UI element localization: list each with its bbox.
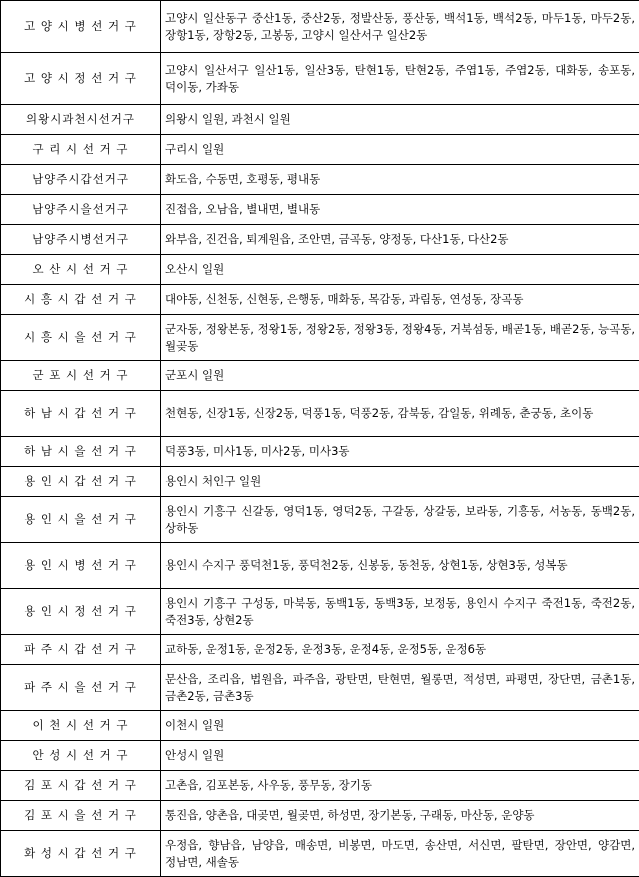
district-name-cell: 구 리 시 선 거 구 [1, 135, 161, 165]
table-row [1, 165, 639, 195]
district-area-cell: 용인시 수지구 풍덕천1동, 풍덕천2동, 신봉동, 동천동, 상현1동, 상현3동, 성복동 [161, 543, 639, 589]
table-row [1, 361, 639, 391]
district-name-cell: 하 남 시 을 선 거 구 [1, 437, 161, 467]
district-area-cell: 고촌읍, 김포본동, 사우동, 풍무동, 장기동 [161, 771, 639, 801]
district-area-cell: 문산읍, 조리읍, 법원읍, 파주읍, 광탄면, 탄현면, 월롱면, 적성면, 파평면, 장단면, 금촌1동, 금촌2동, 금촌3동 [161, 665, 639, 711]
district-area-cell: 군포시 일원 [161, 361, 639, 391]
district-name-cell: 오 산 시 선 거 구 [1, 255, 161, 285]
district-name-cell: 화 성 시 갑 선 거 구 [1, 831, 161, 877]
table-row [1, 105, 639, 135]
table-row [1, 635, 639, 665]
table-row [1, 831, 639, 877]
table-row [1, 315, 639, 361]
table-row [1, 437, 639, 467]
district-name-cell: 용 인 시 갑 선 거 구 [1, 467, 161, 497]
district-name-cell: 김 포 시 을 선 거 구 [1, 801, 161, 831]
table-row [1, 711, 639, 741]
table-row [1, 285, 639, 315]
district-name-cell: 이 천 시 선 거 구 [1, 711, 161, 741]
district-area-cell: 대야동, 신천동, 신현동, 은행동, 매화동, 목감동, 과림동, 연성동, 장곡동 [161, 285, 639, 315]
district-area-cell: 고양시 일산서구 일산1동, 일산3동, 탄현1동, 탄현2동, 주엽1동, 주엽2동, 대화동, 송포동, 덕이동, 가좌동 [161, 53, 639, 105]
district-name-cell: 남양주시을선거구 [1, 195, 161, 225]
district-name-cell: 남양주시갑선거구 [1, 165, 161, 195]
table-row [1, 589, 639, 635]
district-name-cell: 안 성 시 선 거 구 [1, 741, 161, 771]
district-area-cell: 천현동, 신장1동, 신장2동, 덕풍1동, 덕풍2동, 감북동, 감일동, 위례동, 춘궁동, 초이동 [161, 391, 639, 437]
table-row [1, 801, 639, 831]
district-name-cell: 고 양 시 정 선 거 구 [1, 53, 161, 105]
district-area-cell: 교하동, 운정1동, 운정2동, 운정3동, 운정4동, 운정5동, 운정6동 [161, 635, 639, 665]
district-area-cell: 의왕시 일원, 과천시 일원 [161, 105, 639, 135]
district-area-cell: 용인시 처인구 일원 [161, 467, 639, 497]
district-name-cell: 용 인 시 정 선 거 구 [1, 589, 161, 635]
district-area-cell: 오산시 일원 [161, 255, 639, 285]
district-area-cell: 화도읍, 수동면, 호평동, 평내동 [161, 165, 639, 195]
table-row [1, 1, 639, 53]
district-name-cell: 용 인 시 을 선 거 구 [1, 497, 161, 543]
district-area-cell: 우정읍, 향남읍, 남양읍, 매송면, 비봉면, 마도면, 송산면, 서신면, 팔탄면, 장안면, 양감면, 정남면, 새솔동 [161, 831, 639, 877]
district-name-cell: 김 포 시 갑 선 거 구 [1, 771, 161, 801]
table-row [1, 497, 639, 543]
table-row [1, 467, 639, 497]
table-row [1, 135, 639, 165]
district-name-cell: 하 남 시 갑 선 거 구 [1, 391, 161, 437]
district-area-cell: 진접읍, 오남읍, 별내면, 별내동 [161, 195, 639, 225]
district-name-cell: 시 흥 시 을 선 거 구 [1, 315, 161, 361]
district-name-cell: 파 주 시 을 선 거 구 [1, 665, 161, 711]
district-area-cell: 안성시 일원 [161, 741, 639, 771]
table-row [1, 741, 639, 771]
district-name-cell: 파 주 시 갑 선 거 구 [1, 635, 161, 665]
table-row [1, 225, 639, 255]
district-area-cell: 용인시 기흥구 구성동, 마북동, 동백1동, 동백3동, 보정동, 용인시 수지구 죽전1동, 죽전2동, 죽전3동, 상현2동 [161, 589, 639, 635]
district-area-cell: 용인시 기흥구 신갈동, 영덕1동, 영덕2동, 구갈동, 상갈동, 보라동, 기흥동, 서농동, 동백2동, 상하동 [161, 497, 639, 543]
district-area-cell: 와부읍, 진건읍, 퇴계원읍, 조안면, 금곡동, 양정동, 다산1동, 다산2동 [161, 225, 639, 255]
district-area-cell: 고양시 일산동구 중산1동, 중산2동, 정발산동, 풍산동, 백석1동, 백석2동, 마두1동, 마두2동, 장항1동, 장항2동, 고봉동, 고양시 일산서구 일산2동 [161, 1, 639, 53]
district-area-cell: 구리시 일원 [161, 135, 639, 165]
district-area-cell: 통진읍, 양촌읍, 대곶면, 월곶면, 하성면, 장기본동, 구래동, 마산동, 운양동 [161, 801, 639, 831]
district-area-cell: 군자동, 정왕본동, 정왕1동, 정왕2동, 정왕3동, 정왕4동, 거북섬동, 배곧1동, 배곧2동, 능곡동, 월곶동 [161, 315, 639, 361]
district-name-cell: 고 양 시 병 선 거 구 [1, 1, 161, 53]
district-area-cell: 이천시 일원 [161, 711, 639, 741]
district-name-cell: 군 포 시 선 거 구 [1, 361, 161, 391]
table-row [1, 543, 639, 589]
table-row [1, 665, 639, 711]
table-row [1, 255, 639, 285]
table-row [1, 771, 639, 801]
district-name-cell: 남양주시병선거구 [1, 225, 161, 255]
table-row [1, 195, 639, 225]
table-row [1, 391, 639, 437]
district-name-cell: 의왕시과천시선거구 [1, 105, 161, 135]
district-area-cell: 덕풍3동, 미사1동, 미사2동, 미사3동 [161, 437, 639, 467]
table-row [1, 53, 639, 105]
district-name-cell: 용 인 시 병 선 거 구 [1, 543, 161, 589]
district-name-cell: 시 흥 시 갑 선 거 구 [1, 285, 161, 315]
